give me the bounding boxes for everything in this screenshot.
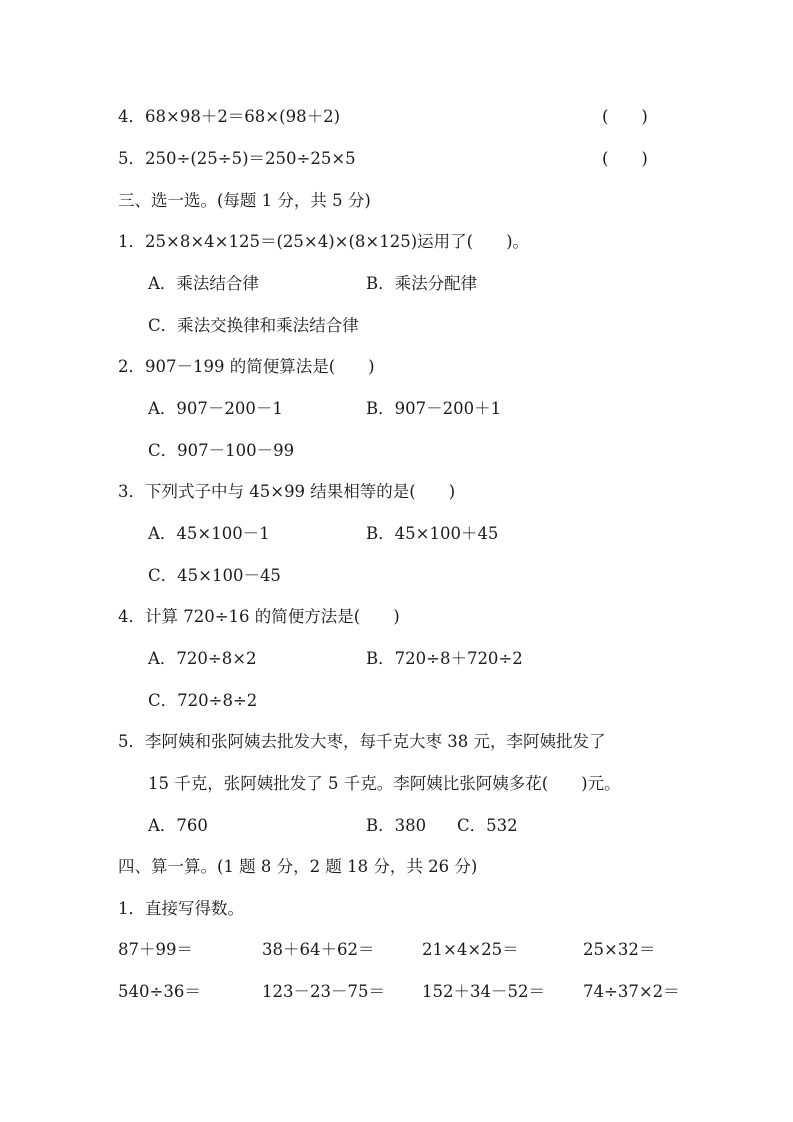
option-2a[interactable]: A．907－200－1 (148, 399, 283, 418)
calc-item[interactable]: 25×32＝ (583, 940, 656, 959)
option-4c[interactable]: C．720÷8÷2 (148, 691, 258, 710)
option-4a[interactable]: A．720÷8×2 (148, 649, 257, 668)
choice-question-5-line2: 15 千克，张阿姨批发了 5 千克。李阿姨比张阿姨多花( )元。 (148, 774, 621, 793)
answer-blank-5[interactable]: ( ) (602, 149, 648, 168)
calc-question-1-title: 1．直接写得数。 (118, 899, 244, 918)
option-5c[interactable]: C．532 (457, 816, 518, 835)
option-1c[interactable]: C．乘法交换律和乘法结合律 (148, 316, 359, 335)
choice-question-1: 1．25×8×4×125＝(25×4)×(8×125)运用了( )。 (118, 232, 530, 251)
calc-item[interactable]: 38＋64＋62＝ (262, 940, 375, 959)
option-4b[interactable]: B．720÷8＋720÷2 (366, 649, 523, 668)
section-4-title: 四、算一算。(1 题 8 分，2 题 18 分，共 26 分) (118, 857, 478, 876)
answer-blank-4[interactable]: ( ) (602, 107, 648, 126)
option-2b[interactable]: B．907－200＋1 (366, 399, 502, 418)
option-5a[interactable]: A．760 (148, 816, 208, 835)
calc-item[interactable]: 21×4×25＝ (422, 940, 519, 959)
calc-item[interactable]: 540÷36＝ (118, 982, 201, 1001)
option-3a[interactable]: A．45×100－1 (148, 524, 270, 543)
option-3c[interactable]: C．45×100－45 (148, 566, 281, 585)
option-1a[interactable]: A．乘法结合律 (148, 274, 259, 293)
calc-item[interactable]: 74÷37×2＝ (583, 982, 680, 1001)
choice-question-5-line1: 5．李阿姨和张阿姨去批发大枣，每千克大枣 38 元，李阿姨批发了 (118, 732, 606, 751)
option-3b[interactable]: B．45×100＋45 (366, 524, 499, 543)
choice-question-4: 4．计算 720÷16 的简便方法是( ) (118, 607, 400, 626)
calc-item[interactable]: 152＋34－52＝ (422, 982, 545, 1001)
calc-item[interactable]: 87＋99＝ (118, 940, 193, 959)
option-1b[interactable]: B．乘法分配律 (366, 274, 478, 293)
judge-item-5: 5．250÷(25÷5)＝250÷25×5 (118, 149, 356, 168)
calc-item[interactable]: 123－23－75＝ (262, 982, 385, 1001)
section-3-title: 三、选一选。(每题 1 分，共 5 分) (118, 191, 371, 210)
option-5b[interactable]: B．380 (366, 816, 427, 835)
option-2c[interactable]: C．907－100－99 (148, 441, 295, 460)
judge-item-4: 4．68×98＋2＝68×(98＋2) (118, 107, 341, 126)
choice-question-2: 2．907－199 的简便算法是( ) (118, 357, 375, 376)
choice-question-3: 3．下列式子中与 45×99 结果相等的是( ) (118, 482, 456, 501)
